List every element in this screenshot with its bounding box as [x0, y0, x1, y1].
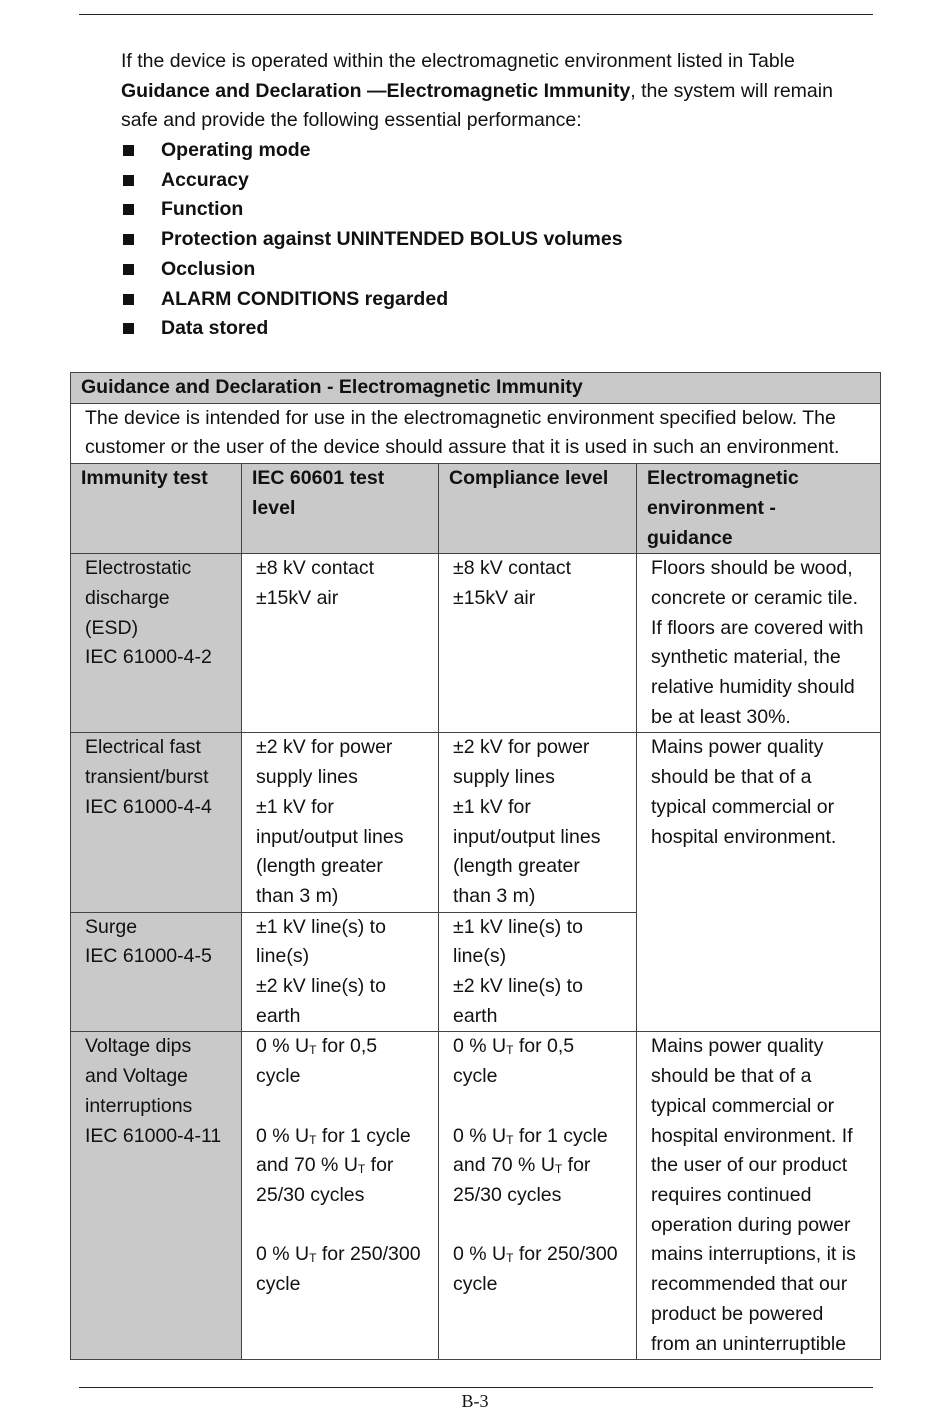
blank-line — [453, 1211, 622, 1241]
intro-paragraph — [121, 47, 861, 136]
cell-line: ±2 kV for power — [256, 736, 393, 759]
cell-line — [256, 1122, 424, 1152]
cell-text: for 1 cycle — [513, 1124, 608, 1147]
cell-line: input/output lines — [453, 825, 601, 848]
table-row-eft — [71, 733, 881, 912]
cell-text: for 0,5 — [513, 1035, 575, 1058]
cell-line: supply lines — [453, 766, 555, 789]
compliance-level-cell — [439, 1032, 637, 1360]
cell-text: for — [365, 1154, 394, 1177]
cell-line: cycle — [453, 1065, 498, 1088]
table-row-voltage-dips — [71, 1032, 881, 1360]
immunity-test-cell — [71, 554, 242, 733]
cell-line: typical commercial or — [651, 1094, 835, 1117]
cell-line: ±1 kV line(s) to — [256, 915, 386, 938]
cell-line: 25/30 cycles — [256, 1183, 365, 1206]
cell-line: (length greater — [256, 855, 383, 878]
guidance-cell — [637, 1032, 881, 1360]
guidance-cell — [637, 733, 881, 1032]
cell-line: be at least 30%. — [651, 705, 791, 728]
cell-line: operation during power — [651, 1213, 851, 1236]
compliance-level-cell — [439, 912, 637, 1032]
cell-line: relative humidity should — [651, 676, 855, 699]
column-header-guidance — [637, 464, 881, 554]
iec-level-cell — [242, 733, 439, 912]
column-header-label: Electromagnetic — [647, 467, 799, 490]
cell-line: (length greater — [453, 855, 580, 878]
cell-line: 25/30 cycles — [453, 1183, 562, 1206]
column-header-label: IEC 60601 test — [252, 467, 385, 490]
column-header-label: guidance — [647, 526, 733, 549]
cell-line — [256, 1151, 424, 1181]
list-item-label: Function — [161, 198, 244, 221]
footer-rule — [79, 1387, 873, 1388]
cell-line: product be powered — [651, 1302, 824, 1325]
cell-line: mains interruptions, it is — [651, 1243, 856, 1266]
cell-line: should be that of a — [651, 1065, 812, 1088]
cell-text: and 70 % U — [453, 1154, 555, 1177]
cell-line: should be that of a — [651, 766, 812, 789]
blank-line — [453, 1092, 622, 1122]
immunity-table — [70, 372, 881, 1360]
column-header-label: environment - — [647, 496, 776, 519]
cell-line: Mains power quality — [651, 736, 824, 759]
intro-table-reference: Guidance and Declaration —Electromagnetic Immunity — [121, 79, 631, 102]
cell-line: ±15kV air — [256, 586, 339, 609]
cell-line: ±2 kV line(s) to — [256, 975, 386, 998]
cell-line: ±1 kV for — [453, 795, 531, 818]
iec-level-cell — [242, 912, 439, 1032]
cell-line: requires continued — [651, 1183, 812, 1206]
list-item — [121, 255, 861, 285]
cell-line: earth — [453, 1004, 498, 1027]
cell-line: Voltage dips — [85, 1035, 192, 1058]
cell-line — [453, 1122, 622, 1152]
square-bullet-icon — [123, 294, 134, 305]
table-intro-line-2: customer or the user of the device should assure that it is used in such an environment. — [85, 436, 840, 459]
list-item-label: Protection against UNINTENDED BOLUS volumes — [161, 228, 623, 251]
table-title: Guidance and Declaration - Electromagnetic Immunity — [71, 373, 881, 404]
list-item — [121, 314, 861, 344]
cell-line: cycle — [453, 1273, 498, 1296]
cell-line: Mains power quality — [651, 1035, 824, 1058]
cell-line: than 3 m) — [453, 884, 536, 907]
cell-line: ±2 kV for power — [453, 736, 590, 759]
immunity-test-cell — [71, 1032, 242, 1360]
cell-line: Electrostatic — [85, 557, 192, 580]
column-header-label: level — [252, 496, 296, 519]
cell-line: typical commercial or — [651, 795, 835, 818]
immunity-test-cell — [71, 733, 242, 912]
cell-text: for 250/300 — [513, 1243, 618, 1266]
list-item — [121, 285, 861, 315]
immunity-test-cell — [71, 912, 242, 1032]
intro-line-2-rest: , the system will remain — [630, 79, 833, 102]
list-item-label: Data stored — [161, 317, 269, 340]
cell-text: 0 % U — [453, 1243, 507, 1266]
cell-line: interruptions — [85, 1094, 193, 1117]
cell-line: ±1 kV line(s) to — [453, 915, 583, 938]
cell-line — [256, 1032, 424, 1062]
list-item-label: Accuracy — [161, 168, 249, 191]
cell-text: 0 % U — [256, 1243, 310, 1266]
cell-line: transient/burst — [85, 766, 209, 789]
cell-text: for 0,5 — [316, 1035, 378, 1058]
cell-line: supply lines — [256, 766, 358, 789]
list-item-label: Operating mode — [161, 139, 311, 162]
cell-line: cycle — [256, 1273, 301, 1296]
cell-line: IEC 61000-4-2 — [85, 646, 212, 669]
blank-line — [256, 1211, 424, 1241]
square-bullet-icon — [123, 234, 134, 245]
page-number: B-3 — [461, 1391, 489, 1411]
cell-line — [453, 1240, 622, 1270]
essential-performance-list — [121, 136, 861, 344]
cell-line: line(s) — [256, 945, 310, 968]
cell-text: and 70 % U — [256, 1154, 358, 1177]
cell-line: Floors should be wood, — [651, 557, 853, 580]
cell-line: ±15kV air — [453, 586, 536, 609]
square-bullet-icon — [123, 145, 134, 156]
list-item — [121, 136, 861, 166]
cell-text: for — [562, 1154, 591, 1177]
list-item — [121, 166, 861, 196]
blank-line — [256, 1092, 424, 1122]
column-header-label: Compliance level — [449, 467, 609, 490]
column-header-iec-level — [242, 464, 439, 554]
cell-line: cycle — [256, 1065, 301, 1088]
cell-text: 0 % U — [453, 1124, 507, 1147]
cell-line: ±8 kV contact — [256, 557, 375, 580]
column-header-immunity-test — [71, 464, 242, 554]
cell-line: IEC 61000-4-11 — [85, 1124, 222, 1147]
cell-text: for 1 cycle — [316, 1124, 411, 1147]
subscript-t: T — [309, 1132, 317, 1147]
cell-line: IEC 61000-4-4 — [85, 795, 212, 818]
cell-text: 0 % U — [256, 1124, 310, 1147]
iec-level-cell — [242, 1032, 439, 1360]
cell-line: earth — [256, 1004, 301, 1027]
iec-level-cell — [242, 554, 439, 733]
cell-line: hospital environment. If — [651, 1124, 853, 1147]
cell-line: input/output lines — [256, 825, 404, 848]
cell-line: Surge — [85, 915, 138, 938]
cell-line: IEC 61000-4-5 — [85, 945, 212, 968]
intro-section — [121, 47, 861, 344]
table-row-esd — [71, 554, 881, 733]
subscript-t: T — [506, 1251, 514, 1266]
cell-line — [256, 1240, 424, 1270]
cell-line: (ESD) — [85, 616, 139, 639]
cell-line: ±1 kV for — [256, 795, 334, 818]
cell-line: the user of our product — [651, 1154, 848, 1177]
subscript-t: T — [357, 1162, 366, 1177]
cell-text: 0 % U — [453, 1035, 507, 1058]
guidance-cell — [637, 554, 881, 733]
list-item — [121, 225, 861, 255]
square-bullet-icon — [123, 204, 134, 215]
square-bullet-icon — [123, 175, 134, 186]
cell-text: for 250/300 — [316, 1243, 421, 1266]
subscript-t: T — [309, 1251, 317, 1266]
cell-line: Electrical fast — [85, 736, 201, 759]
column-header-label: Immunity test — [81, 467, 208, 490]
intro-line-1: If the device is operated within the electromagnetic environment listed in Table — [121, 50, 795, 72]
compliance-level-cell — [439, 733, 637, 912]
list-item-label: ALARM CONDITIONS regarded — [161, 287, 449, 310]
cell-line: and Voltage — [85, 1065, 189, 1088]
subscript-t: T — [506, 1132, 514, 1147]
list-item — [121, 195, 861, 225]
cell-line: synthetic material, the — [651, 646, 841, 669]
cell-line: discharge — [85, 586, 170, 609]
compliance-level-cell — [439, 554, 637, 733]
cell-line — [453, 1151, 622, 1181]
cell-line: If floors are covered with — [651, 616, 864, 639]
cell-line: ±8 kV contact — [453, 557, 572, 580]
subscript-t: T — [309, 1043, 317, 1058]
cell-line — [453, 1032, 622, 1062]
intro-line-3: safe and provide the following essential performance: — [121, 109, 582, 132]
cell-line: hospital environment. — [651, 825, 837, 848]
header-rule — [79, 14, 873, 15]
cell-text: 0 % U — [256, 1035, 310, 1058]
subscript-t: T — [554, 1162, 563, 1177]
column-header-compliance-level — [439, 464, 637, 554]
cell-line: concrete or ceramic tile. — [651, 586, 858, 609]
list-item-label: Occlusion — [161, 257, 256, 280]
cell-line: from an uninterruptible — [651, 1332, 847, 1355]
table-intro-line-1: The device is intended for use in the electromagnetic environment specified below. The — [85, 406, 836, 429]
cell-line: line(s) — [453, 945, 507, 968]
subscript-t: T — [506, 1043, 514, 1058]
square-bullet-icon — [123, 264, 134, 275]
intro-line-2 — [121, 77, 861, 107]
cell-line: than 3 m) — [256, 884, 339, 907]
cell-line: ±2 kV line(s) to — [453, 975, 583, 998]
square-bullet-icon — [123, 323, 134, 334]
cell-line: recommended that our — [651, 1273, 848, 1296]
table-intro — [71, 403, 881, 463]
